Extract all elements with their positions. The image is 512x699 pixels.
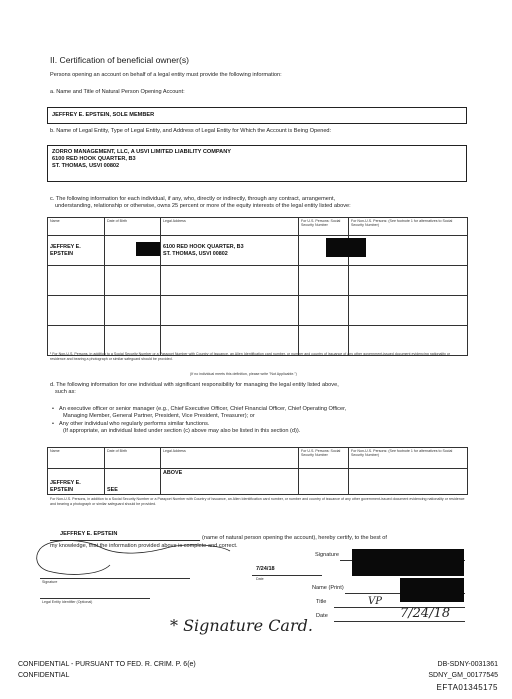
field-d-label-2: such as:: [55, 389, 76, 395]
footer-confidential-2: CONFIDENTIAL: [18, 672, 70, 679]
empty-cell: [299, 326, 349, 356]
owner-address-line-1: 6100 RED HOOK QUARTER, B3: [163, 244, 244, 250]
field-c-label-1: c. The following information for each individual, if any, who, directly or indirectly, through any contract, arrangement,: [50, 196, 336, 202]
field-b-line-1: ZORRO MANAGEMENT, LLC, A USVI LIMITED LIABILITY COMPANY: [52, 149, 231, 155]
table-row[interactable]: [48, 326, 468, 356]
table-row[interactable]: [48, 296, 468, 326]
manager-non-us-cell: [349, 469, 468, 495]
field-b-line-3: ST. THOMAS, USVI 00802: [52, 163, 120, 169]
footer-bates-1: DB-SDNY-0031361: [437, 661, 498, 668]
date-label: Date: [256, 577, 264, 581]
manager-table: [47, 447, 468, 495]
field-b-box[interactable]: [47, 145, 467, 182]
empty-cell: [48, 296, 105, 326]
bank-date-value: 7/24/18: [400, 606, 451, 621]
field-b-line-2: 6100 RED HOOK QUARTER, B3: [52, 156, 136, 162]
empty-cell: [161, 296, 299, 326]
col-address-header: Legal Address: [161, 218, 299, 236]
cert-text-line-2: my knowledge, that the information provided above is complete and correct.: [50, 543, 238, 549]
table-row[interactable]: [48, 236, 468, 266]
table-row[interactable]: [48, 266, 468, 296]
col-ssn-header: For U.S. Persons: Social Security Number: [299, 218, 349, 236]
empty-cell: [105, 296, 161, 326]
col-dob-header: Date of Birth: [105, 448, 161, 469]
col-non-us-header: For Non-U.S. Persons: (See footnote 1 for alternatives to Social Security Number): [349, 448, 468, 469]
entity-signature-label: Signature: [42, 580, 58, 584]
footer-bates-2: SDNY_GM_00177545: [428, 672, 498, 679]
manager-ssn-cell: [299, 469, 349, 495]
table-row[interactable]: [48, 469, 468, 495]
section-title: II. Certification of beneficial owner(s): [50, 55, 189, 65]
signature-card-note: * Signature Card.: [170, 616, 313, 635]
signature-label: Signature: [315, 552, 339, 558]
redaction-box: [352, 549, 464, 576]
bank-date-line[interactable]: [334, 621, 465, 622]
cert-text-line-1: (name of natural person opening the account), hereby certify, to the best of: [202, 535, 387, 541]
empty-cell: [161, 266, 299, 296]
col-ssn-header: For U.S. Persons: Social Security Number: [299, 448, 349, 469]
manager-table-header: [48, 448, 468, 469]
owners-table-header: [48, 218, 468, 236]
lei-line[interactable]: [40, 598, 150, 599]
manager-footnote: For Non-U.S. Persons, in addition to a Social Security Number or a Passport Number with Country of Issuance, an Alien Identification card number, or number and country of issuance of any other government-issued document evidencing nationality or residence and bearing a photograph or similar safeguard should be provided.: [50, 497, 465, 506]
footer-confidential-1: CONFIDENTIAL - PURSUANT TO FED. R. CRIM. P. 6(e): [18, 661, 196, 668]
date-value: 7/24/18: [256, 566, 275, 572]
bullet-dot: •: [52, 406, 54, 412]
bullet-2-line-2: (If appropriate, an individual listed under section (c) above may also be listed in this section (d)).: [63, 428, 301, 434]
cert-name: JEFFREY E. EPSTEIN: [60, 531, 118, 537]
empty-cell: [299, 296, 349, 326]
intro-text: Persons opening an account on behalf of a legal entity must provide the following information:: [50, 72, 282, 78]
bullet-1-line-2: Managing Member, General Partner, President, Vice President, Treasurer); or: [63, 413, 255, 419]
empty-cell: [349, 266, 468, 296]
col-dob-header: Date of Birth: [105, 218, 161, 236]
empty-cell: [349, 326, 468, 356]
owners-footnote: ¹ For Non-U.S. Persons, in addition to a Social Security Number or a Passport Number with Country of Issuance, an Alien Identification card number, or number and country of issuance of any other government-issued document evidencing nationality or residence and bearing a photograph or similar safeguard should be provided.: [50, 352, 451, 361]
not-applicable-note: (If no individual meets this definition, please write "Not Applicable."): [190, 372, 297, 376]
lei-label: Legal Entity Identifier (Optional): [42, 600, 93, 604]
bank-name-label: Name (Print): [312, 585, 344, 591]
field-a-box[interactable]: [47, 107, 467, 124]
col-name-header: Name: [48, 218, 105, 236]
empty-cell: [48, 266, 105, 296]
bullet-2-line-1: Any other individual who regularly performs similar functions.: [59, 421, 210, 427]
col-non-us-header: For Non-U.S. Persons: (See footnote 1 for alternatives to Social Security Number): [349, 218, 468, 236]
empty-cell: [105, 266, 161, 296]
field-a-label: a. Name and Title of Natural Person Opening Account:: [50, 89, 185, 95]
field-b-label: b. Name of Legal Entity, Type of Legal Entity, and Address of Legal Entity for Which the Account is Being Opened:: [50, 128, 332, 134]
date-line: [252, 575, 322, 576]
redaction-box: [136, 242, 160, 256]
redaction-box: [400, 578, 464, 602]
redaction-box: [326, 238, 366, 257]
field-a-value: JEFFREY E. EPSTEIN, SOLE MEMBER: [52, 112, 155, 118]
manager-address-cell: ABOVE: [161, 469, 299, 495]
footer-bates-3: EFTA01345175: [436, 683, 498, 692]
bank-title-value: VP: [368, 596, 382, 607]
bank-title-label: Title: [316, 599, 327, 605]
empty-cell: [161, 326, 299, 356]
owner-address-cell: [161, 236, 299, 266]
owner-name-cell: JEFFREY E. EPSTEIN: [48, 236, 105, 266]
bullet-1-line-1: An executive officer or senior manager (e.g., Chief Executive Officer, Chief Financial Officer, Chief Operating Officer,: [59, 406, 347, 412]
manager-dob-cell: SEE: [105, 469, 161, 495]
empty-cell: [48, 326, 105, 356]
field-c-label-2: understanding, relationship or otherwise, owns 25 percent or more of the equity interests of the legal entity listed above:: [55, 203, 351, 209]
manager-name-cell: JEFFREY E. EPSTEIN: [48, 469, 105, 495]
empty-cell: [299, 266, 349, 296]
bank-date-label: Date: [316, 613, 328, 619]
owners-table: [47, 217, 468, 356]
field-d-label-1: d. The following information for one individual with significant responsibility for managing the legal entity listed above,: [50, 382, 339, 388]
col-address-header: Legal Address: [161, 448, 299, 469]
owner-non-us-cell: [349, 236, 468, 266]
bullet-dot: •: [52, 421, 54, 427]
col-name-header: Name: [48, 448, 105, 469]
empty-cell: [105, 326, 161, 356]
owner-address-line-2: ST. THOMAS, USVI 00802: [163, 250, 228, 257]
entity-signature-line[interactable]: [40, 578, 190, 579]
empty-cell: [349, 296, 468, 326]
